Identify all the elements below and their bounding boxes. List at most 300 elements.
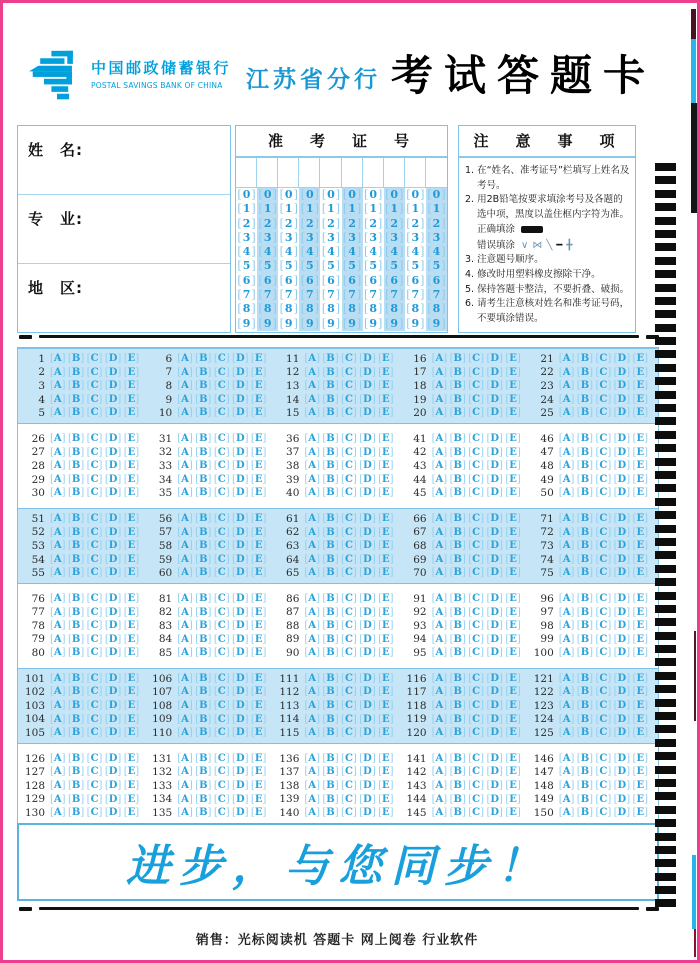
option-group <box>559 619 656 633</box>
option-bubble: [ D ] <box>486 526 502 540</box>
question-row <box>147 553 274 567</box>
option-bubble: [ B ] <box>577 765 593 779</box>
ticket-digit-cell: [ 7 ] <box>426 288 447 302</box>
option-bubble: [ C ] <box>341 553 357 567</box>
option-bubble: [ B ] <box>577 446 593 460</box>
option-bubble: [ C ] <box>214 592 230 606</box>
option-group <box>50 486 147 500</box>
timing-mark <box>655 833 676 841</box>
question-row <box>274 512 401 526</box>
option-bubble: [ A ] <box>177 779 193 793</box>
option-bubble: [ C ] <box>214 432 230 446</box>
option-bubble: [ C ] <box>341 512 357 526</box>
question-number: 27 <box>31 446 45 459</box>
option-bubble: [ B ] <box>322 672 338 686</box>
option-group <box>177 566 274 580</box>
question-row <box>274 713 401 727</box>
option-bubble: [ B ] <box>195 553 211 567</box>
option-bubble: [ A ] <box>177 379 193 393</box>
question-row <box>20 459 147 473</box>
option-bubble: [ A ] <box>177 366 193 380</box>
question-row <box>529 446 656 460</box>
timing-mark <box>655 377 676 385</box>
timing-mark <box>655 190 676 198</box>
option-bubble: [ E ] <box>505 793 520 807</box>
question-row <box>147 446 274 460</box>
ticket-number-title: 准 考 证 号 <box>236 126 447 158</box>
option-bubble: [ E ] <box>124 672 139 686</box>
option-bubble: [ B ] <box>577 793 593 807</box>
option-bubble: [ A ] <box>50 446 66 460</box>
timing-mark <box>655 899 676 907</box>
option-bubble: [ E ] <box>124 765 139 779</box>
option-bubble: [ B ] <box>195 539 211 553</box>
option-group <box>432 432 529 446</box>
option-bubble: [ C ] <box>341 459 357 473</box>
option-bubble: [ A ] <box>432 806 448 820</box>
ticket-digit-cell: [ 3 ] <box>363 231 384 245</box>
answer-block <box>18 589 658 663</box>
ticket-digit-cell: [ 7 ] <box>384 288 405 302</box>
option-bubble: [ D ] <box>359 592 375 606</box>
option-bubble: [ D ] <box>486 646 502 660</box>
option-bubble: [ B ] <box>68 606 84 620</box>
question-row <box>147 606 274 620</box>
option-group <box>432 406 529 420</box>
option-bubble: [ D ] <box>614 366 630 380</box>
option-bubble: [ C ] <box>468 366 484 380</box>
timing-mark <box>655 284 676 292</box>
option-bubble: [ B ] <box>577 672 593 686</box>
option-bubble: [ A ] <box>50 539 66 553</box>
option-bubble: [ B ] <box>195 713 211 727</box>
option-bubble: [ A ] <box>432 526 448 540</box>
option-bubble: [ B ] <box>450 685 466 699</box>
option-bubble: [ C ] <box>468 539 484 553</box>
option-bubble: [ A ] <box>177 473 193 487</box>
option-bubble: [ E ] <box>251 553 266 567</box>
option-bubble: [ D ] <box>105 672 121 686</box>
question-row <box>274 793 401 807</box>
ticket-digit-cell: [ 0 ] <box>320 188 341 202</box>
option-bubble: [ D ] <box>359 366 375 380</box>
question-row <box>529 379 656 393</box>
option-group <box>559 406 656 420</box>
timing-mark <box>655 350 676 358</box>
option-bubble: [ C ] <box>468 606 484 620</box>
question-row <box>274 366 401 380</box>
option-bubble: [ B ] <box>322 446 338 460</box>
question-number: 35 <box>158 487 173 500</box>
option-bubble: [ B ] <box>195 685 211 699</box>
option-bubble: [ C ] <box>214 726 230 740</box>
timing-mark <box>655 699 676 707</box>
question-row <box>529 699 656 713</box>
option-bubble: [ D ] <box>614 713 630 727</box>
option-bubble: [ B ] <box>450 606 466 620</box>
option-bubble: [ D ] <box>614 592 630 606</box>
question-number: 82 <box>158 606 173 619</box>
option-bubble: [ C ] <box>87 592 103 606</box>
ticket-digit-cell: [ 3 ] <box>405 231 426 245</box>
question-row <box>402 393 529 407</box>
option-bubble: [ A ] <box>432 352 448 366</box>
note-item: 1. 在“姓名、准考证号”栏填写上姓名及考号。 <box>465 165 630 191</box>
option-bubble: [ D ] <box>232 726 248 740</box>
option-group <box>304 619 401 633</box>
question-number: 62 <box>286 526 300 539</box>
timing-mark <box>655 592 676 600</box>
ticket-digit-cell: [ 6 ] <box>342 274 363 288</box>
option-bubble: [ A ] <box>559 619 575 633</box>
option-bubble: [ D ] <box>614 512 630 526</box>
timing-mark <box>655 605 676 613</box>
option-bubble: [ E ] <box>633 633 648 647</box>
option-bubble: [ A ] <box>432 406 448 420</box>
option-group <box>177 406 274 420</box>
top-separator <box>19 334 659 339</box>
question-row <box>402 526 529 540</box>
option-bubble: [ E ] <box>124 512 139 526</box>
option-bubble: [ A ] <box>559 633 575 647</box>
option-bubble: [ E ] <box>251 779 266 793</box>
option-bubble: [ A ] <box>559 606 575 620</box>
option-bubble: [ C ] <box>87 793 103 807</box>
option-bubble: [ B ] <box>68 366 84 380</box>
option-group <box>559 752 656 766</box>
timing-mark <box>655 578 676 586</box>
timing-mark <box>655 458 676 466</box>
option-bubble: [ C ] <box>595 566 611 580</box>
wrong-fill-demo <box>465 238 630 254</box>
option-bubble: [ C ] <box>87 379 103 393</box>
option-bubble: [ E ] <box>378 512 393 526</box>
option-bubble: [ D ] <box>486 459 502 473</box>
option-bubble: [ D ] <box>359 672 375 686</box>
option-group <box>432 459 529 473</box>
option-group <box>177 526 274 540</box>
option-bubble: [ D ] <box>359 379 375 393</box>
option-bubble: [ A ] <box>50 592 66 606</box>
option-group <box>432 379 529 393</box>
option-bubble: [ B ] <box>450 486 466 500</box>
option-bubble: [ C ] <box>468 806 484 820</box>
question-number: 52 <box>31 526 45 539</box>
question-row <box>20 526 147 540</box>
question-number: 45 <box>413 487 427 500</box>
question-number: 115 <box>279 727 300 740</box>
option-bubble: [ C ] <box>595 473 611 487</box>
option-bubble: [ A ] <box>304 379 320 393</box>
question-row <box>147 672 274 686</box>
question-number: 9 <box>165 393 173 406</box>
option-bubble: [ E ] <box>378 699 393 713</box>
option-bubble: [ C ] <box>341 806 357 820</box>
option-bubble: [ A ] <box>559 699 575 713</box>
option-bubble: [ E ] <box>633 459 648 473</box>
option-bubble: [ B ] <box>577 352 593 366</box>
option-bubble: [ B ] <box>450 473 466 487</box>
option-bubble: [ A ] <box>432 592 448 606</box>
option-bubble: [ B ] <box>195 606 211 620</box>
question-number: 36 <box>286 432 300 445</box>
question-number: 66 <box>413 512 427 525</box>
question-row <box>147 539 274 553</box>
question-row <box>20 406 147 420</box>
question-number: 34 <box>158 473 173 486</box>
option-bubble: [ B ] <box>68 526 84 540</box>
option-group <box>50 393 147 407</box>
question-row <box>20 685 147 699</box>
ticket-digit-cell: [ 0 ] <box>236 188 257 202</box>
option-group <box>177 806 274 820</box>
ticket-digit-cell: [ 7 ] <box>342 288 363 302</box>
option-bubble: [ C ] <box>595 793 611 807</box>
option-bubble: [ A ] <box>177 606 193 620</box>
wrong-mark-icon: ━ <box>556 239 567 251</box>
option-bubble: [ B ] <box>450 672 466 686</box>
option-bubble: [ A ] <box>50 699 66 713</box>
question-row <box>20 646 147 660</box>
option-bubble: [ A ] <box>304 633 320 647</box>
option-group <box>559 379 656 393</box>
question-row <box>274 699 401 713</box>
option-bubble: [ A ] <box>304 473 320 487</box>
option-bubble: [ C ] <box>341 726 357 740</box>
ticket-digit-cell: [ 3 ] <box>426 231 447 245</box>
question-number: 20 <box>413 407 427 420</box>
option-bubble: [ D ] <box>105 539 121 553</box>
ticket-digit-cell: [ 5 ] <box>299 259 320 273</box>
option-bubble: [ B ] <box>68 779 84 793</box>
option-bubble: [ B ] <box>68 793 84 807</box>
option-bubble: [ A ] <box>559 366 575 380</box>
option-bubble: [ B ] <box>322 619 338 633</box>
option-bubble: [ E ] <box>633 779 648 793</box>
option-group <box>177 459 274 473</box>
question-number: 97 <box>540 606 554 619</box>
option-group <box>559 393 656 407</box>
ticket-digit-cell: [ 0 ] <box>342 188 363 202</box>
option-group <box>304 699 401 713</box>
option-bubble: [ A ] <box>177 352 193 366</box>
option-bubble: [ D ] <box>359 806 375 820</box>
ticket-digit-cell: [ 8 ] <box>299 302 320 316</box>
ticket-digit-cell: [ 4 ] <box>278 245 299 259</box>
option-bubble: [ A ] <box>559 486 575 500</box>
option-bubble: [ A ] <box>304 432 320 446</box>
option-bubble: [ C ] <box>87 606 103 620</box>
question-number: 132 <box>152 766 173 779</box>
timing-mark <box>655 243 676 251</box>
option-bubble: [ A ] <box>559 793 575 807</box>
option-bubble: [ C ] <box>214 352 230 366</box>
question-number: 21 <box>540 352 554 365</box>
option-bubble: [ B ] <box>450 446 466 460</box>
option-group <box>432 779 529 793</box>
option-bubble: [ E ] <box>505 352 520 366</box>
option-bubble: [ E ] <box>378 606 393 620</box>
question-number: 143 <box>406 779 427 792</box>
option-bubble: [ E ] <box>505 486 520 500</box>
option-group <box>50 726 147 740</box>
timing-mark <box>655 685 676 693</box>
option-group <box>177 486 274 500</box>
option-group <box>177 366 274 380</box>
option-bubble: [ B ] <box>68 406 84 420</box>
timing-mark <box>655 364 676 372</box>
question-row <box>147 473 274 487</box>
option-bubble: [ D ] <box>105 699 121 713</box>
option-bubble: [ E ] <box>633 592 648 606</box>
option-bubble: [ B ] <box>577 553 593 567</box>
ticket-writein-cell <box>342 158 363 187</box>
option-bubble: [ D ] <box>359 566 375 580</box>
option-group <box>304 752 401 766</box>
option-bubble: [ B ] <box>577 619 593 633</box>
option-bubble: [ C ] <box>468 459 484 473</box>
question-number: 133 <box>152 779 173 792</box>
option-bubble: [ B ] <box>450 432 466 446</box>
option-group <box>177 592 274 606</box>
question-row <box>402 539 529 553</box>
question-row <box>402 779 529 793</box>
option-bubble: [ E ] <box>633 606 648 620</box>
question-row <box>20 699 147 713</box>
question-row <box>274 553 401 567</box>
question-row <box>529 672 656 686</box>
option-bubble: [ C ] <box>214 619 230 633</box>
question-number: 46 <box>540 432 554 445</box>
option-bubble: [ D ] <box>486 619 502 633</box>
question-row <box>147 432 274 446</box>
option-bubble: [ A ] <box>304 526 320 540</box>
option-group <box>304 553 401 567</box>
question-number: 117 <box>406 686 427 699</box>
question-number: 64 <box>286 553 300 566</box>
ticket-digit-cell: [ 3 ] <box>236 231 257 245</box>
question-row <box>529 553 656 567</box>
ticket-digit-cell: [ 5 ] <box>236 259 257 273</box>
option-bubble: [ C ] <box>595 646 611 660</box>
option-bubble: [ E ] <box>251 793 266 807</box>
option-bubble: [ E ] <box>505 406 520 420</box>
question-number: 31 <box>158 432 173 445</box>
option-bubble: [ C ] <box>214 473 230 487</box>
ticket-digit-cell: [ 0 ] <box>257 188 278 202</box>
option-group <box>304 539 401 553</box>
option-bubble: [ C ] <box>214 806 230 820</box>
option-bubble: [ D ] <box>232 699 248 713</box>
option-bubble: [ E ] <box>124 446 139 460</box>
option-bubble: [ E ] <box>633 765 648 779</box>
option-group <box>177 539 274 553</box>
option-bubble: [ B ] <box>577 646 593 660</box>
question-number: 14 <box>286 393 300 406</box>
ticket-digit-cell: [ 0 ] <box>363 188 384 202</box>
option-bubble: [ A ] <box>432 512 448 526</box>
option-group <box>432 393 529 407</box>
option-bubble: [ D ] <box>105 646 121 660</box>
option-bubble: [ C ] <box>214 393 230 407</box>
option-bubble: [ D ] <box>486 672 502 686</box>
timing-mark <box>655 417 676 425</box>
question-number: 118 <box>406 699 427 712</box>
option-group <box>559 473 656 487</box>
ticket-digit-cell: [ 7 ] <box>278 288 299 302</box>
option-bubble: [ A ] <box>304 672 320 686</box>
ticket-writein-cell <box>236 158 257 187</box>
scan-artifact-strip <box>692 855 696 929</box>
option-bubble: [ E ] <box>124 685 139 699</box>
option-bubble: [ B ] <box>322 726 338 740</box>
option-bubble: [ A ] <box>304 726 320 740</box>
option-bubble: [ D ] <box>359 352 375 366</box>
option-bubble: [ E ] <box>378 685 393 699</box>
ticket-digit-cell: [ 4 ] <box>342 245 363 259</box>
option-bubble: [ E ] <box>633 672 648 686</box>
question-row <box>20 366 147 380</box>
option-bubble: [ D ] <box>359 446 375 460</box>
option-bubble: [ A ] <box>559 726 575 740</box>
option-bubble: [ C ] <box>468 633 484 647</box>
option-bubble: [ A ] <box>177 806 193 820</box>
option-group <box>432 713 529 727</box>
option-bubble: [ C ] <box>87 806 103 820</box>
option-bubble: [ B ] <box>577 713 593 727</box>
option-bubble: [ E ] <box>378 726 393 740</box>
question-number: 96 <box>540 592 554 605</box>
option-bubble: [ A ] <box>50 713 66 727</box>
option-bubble: [ B ] <box>195 406 211 420</box>
option-bubble: [ C ] <box>214 553 230 567</box>
option-group <box>50 352 147 366</box>
option-bubble: [ A ] <box>50 352 66 366</box>
question-row <box>402 752 529 766</box>
option-bubble: [ B ] <box>450 566 466 580</box>
question-row <box>20 446 147 460</box>
question-row <box>529 592 656 606</box>
option-bubble: [ A ] <box>432 393 448 407</box>
ticket-digit-cell: [ 7 ] <box>363 288 384 302</box>
option-bubble: [ E ] <box>124 432 139 446</box>
option-bubble: [ E ] <box>633 432 648 446</box>
option-bubble: [ B ] <box>195 446 211 460</box>
option-bubble: [ D ] <box>359 793 375 807</box>
question-row <box>529 366 656 380</box>
option-bubble: [ A ] <box>559 779 575 793</box>
option-bubble: [ B ] <box>322 406 338 420</box>
ticket-digit-cell: [ 5 ] <box>405 259 426 273</box>
question-row <box>529 713 656 727</box>
option-bubble: [ C ] <box>87 526 103 540</box>
option-bubble: [ D ] <box>359 393 375 407</box>
option-bubble: [ D ] <box>232 806 248 820</box>
option-group <box>50 793 147 807</box>
question-number: 105 <box>24 727 45 740</box>
option-bubble: [ E ] <box>378 379 393 393</box>
option-bubble: [ D ] <box>359 646 375 660</box>
option-bubble: [ C ] <box>214 752 230 766</box>
option-bubble: [ E ] <box>124 752 139 766</box>
option-bubble: [ E ] <box>378 553 393 567</box>
option-bubble: [ E ] <box>505 512 520 526</box>
option-bubble: [ A ] <box>432 752 448 766</box>
question-number: 110 <box>152 727 173 740</box>
option-bubble: [ D ] <box>614 486 630 500</box>
option-bubble: [ E ] <box>251 592 266 606</box>
option-bubble: [ B ] <box>322 646 338 660</box>
